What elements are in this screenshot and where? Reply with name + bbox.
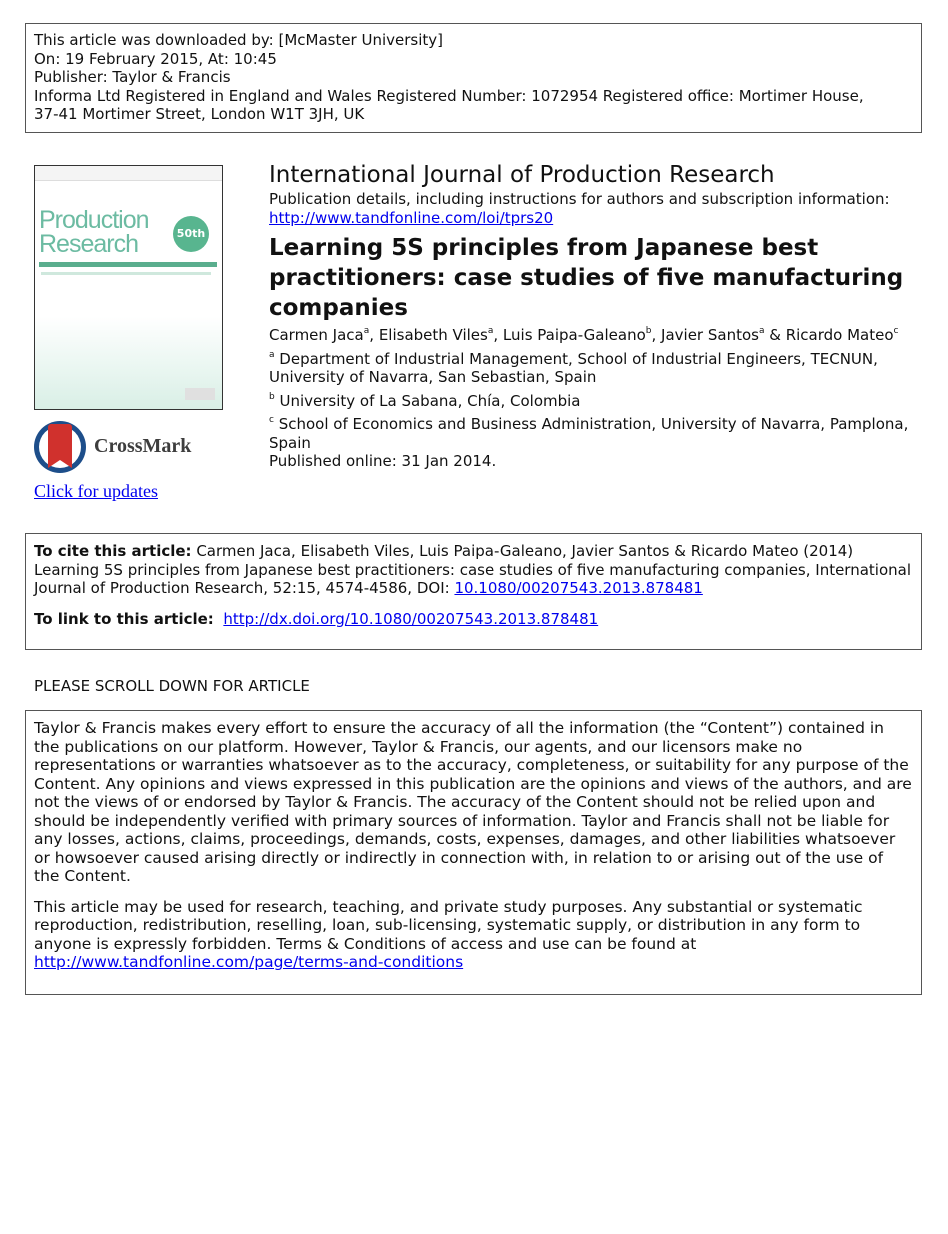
cover-anniversary-badge: 50th (173, 216, 209, 252)
author-affiliation-mark: a (758, 326, 765, 336)
citation-box (25, 533, 922, 650)
affiliation-mark: a (269, 349, 275, 360)
download-info-box (25, 23, 922, 133)
doi-link[interactable]: 10.1080/00207543.2013.878481 (454, 579, 703, 597)
journal-cover-image (34, 165, 223, 410)
author-affiliation-mark: b (645, 326, 652, 336)
article-url-link[interactable]: http://dx.doi.org/10.1080/00207543.2013.878481 (223, 609, 599, 628)
click-for-updates-link[interactable]: Click for updates (34, 481, 158, 501)
author-separator: , (493, 326, 503, 344)
author-affiliation-mark: a (363, 326, 370, 336)
author-separator: , (651, 326, 662, 344)
affiliation-text: School of Economics and Business Administration, University of Navarra, Pamplona, Spain (269, 415, 909, 452)
affiliation-text: Department of Industrial Management, School of Industrial Engineers, TECNUN, University of Navarra, San Sebastian, Spain (269, 349, 878, 386)
publication-details: Publication details, including instructions for authors and subscription information: (269, 190, 890, 208)
affiliation-text: University of La Sabana, Chía, Colombia (274, 391, 581, 410)
author-affiliation-mark: a (487, 326, 494, 336)
affiliation-mark: c (269, 415, 274, 425)
author-separator: , (369, 326, 379, 344)
author-name: Carmen Jaca (269, 326, 364, 344)
published-date: Published online: 31 Jan 2014. (269, 452, 497, 470)
author-name: Javier Santos (661, 326, 759, 344)
affiliation (269, 392, 919, 411)
terms-link[interactable]: http://www.tandfonline.com/page/terms-and-conditions (34, 953, 464, 971)
crossmark-icon (34, 421, 86, 473)
registered-info: Informa Ltd Registered in England and Wales Registered Number: 1072954 Registered office: Mortimer House, (34, 86, 864, 105)
download-date: On: 19 February 2015, At: 10:45 (34, 49, 277, 68)
author-name: Elisabeth Viles (378, 326, 488, 344)
article-title-line: Learning 5S principles from Japanese best (269, 235, 819, 261)
crossmark-label: CrossMark (94, 435, 192, 457)
author-affiliation-mark: c (893, 326, 899, 336)
registered-address: 37-41 Mortimer Street, London W1T 3JH, UK (34, 105, 365, 123)
author-name: Luis Paipa-Galeano (502, 326, 646, 344)
author-name: Ricardo Mateo (785, 326, 894, 344)
disclaimer-box (25, 710, 922, 995)
article-title-line: companies (269, 295, 408, 321)
journal-url-link[interactable]: http://www.tandfonline.com/loi/tprs20 (269, 208, 554, 227)
cover-word-production: Production (39, 206, 149, 234)
link-row (34, 610, 913, 629)
link-label: To link to this article: (34, 609, 214, 628)
cover-subtitle-bar (41, 272, 211, 275)
journal-title: International Journal of Production Research (269, 162, 775, 188)
cite-body: Carmen Jaca, Elisabeth Viles, Luis Paipa-Galeano, Javier Santos & Ricardo Mateo (2014) Learning 5S principles from Japanese best practitioners: case studies of five manufacturing companies, International Journal of Production Research, 52:15, 4574-4586, DOI: (34, 542, 912, 597)
scroll-notice: PLEASE SCROLL DOWN FOR ARTICLE (34, 677, 310, 695)
cover-stripe (39, 262, 217, 267)
usage-paragraph (34, 898, 913, 972)
cite-label: To cite this article: (34, 542, 192, 560)
disclaimer-paragraph: Taylor & Francis makes every effort to ensure the accuracy of all the information (the “Content”) contained in the publications on our platform. However, Taylor & Francis, our agents, and our licensors make no representations or warranties whatsoever as to the accuracy, completeness, or suitability for any purpose of the Content. Any opinions and views expressed in this publication are the opinions and views of the authors, and are not the views of or endorsed by Taylor & Francis. The accuracy of the Content should not be relied upon and should be independently verified with primary sources of information. Taylor and Francis shall not be liable for any losses, actions, claims, proceedings, demands, costs, expenses, damages, and other liabilities whatsoever or howsoever caused arising directly or indirectly in connection with, in relation to or arising out of the use of the Content. (34, 719, 912, 885)
affiliation-mark: b (269, 391, 275, 402)
affiliation (269, 350, 919, 387)
download-line: This article was downloaded by: [McMaster University] (34, 31, 444, 49)
article-title (269, 233, 919, 323)
crossmark-logo[interactable] (34, 421, 194, 477)
usage-text: This article may be used for research, teaching, and private study purposes. Any substantial or systematic reproduction, redistribution, reselling, loan, sub-licensing, systematic supply, or distribution in any form to anyone is expressly forbidden. Terms & Conditions of access and use can be found at (34, 897, 863, 953)
affiliation (269, 415, 919, 452)
article-title-line: practitioners: case studies of five manufacturing (269, 265, 904, 291)
cover-band (35, 166, 222, 181)
article-header (269, 160, 919, 471)
cover-publisher-logo (185, 388, 215, 400)
author-list (269, 326, 919, 345)
citation-text (34, 542, 913, 598)
publisher: Publisher: Taylor & Francis (34, 68, 231, 86)
author-separator: & (764, 326, 786, 344)
cover-word-research: Research (39, 230, 138, 258)
